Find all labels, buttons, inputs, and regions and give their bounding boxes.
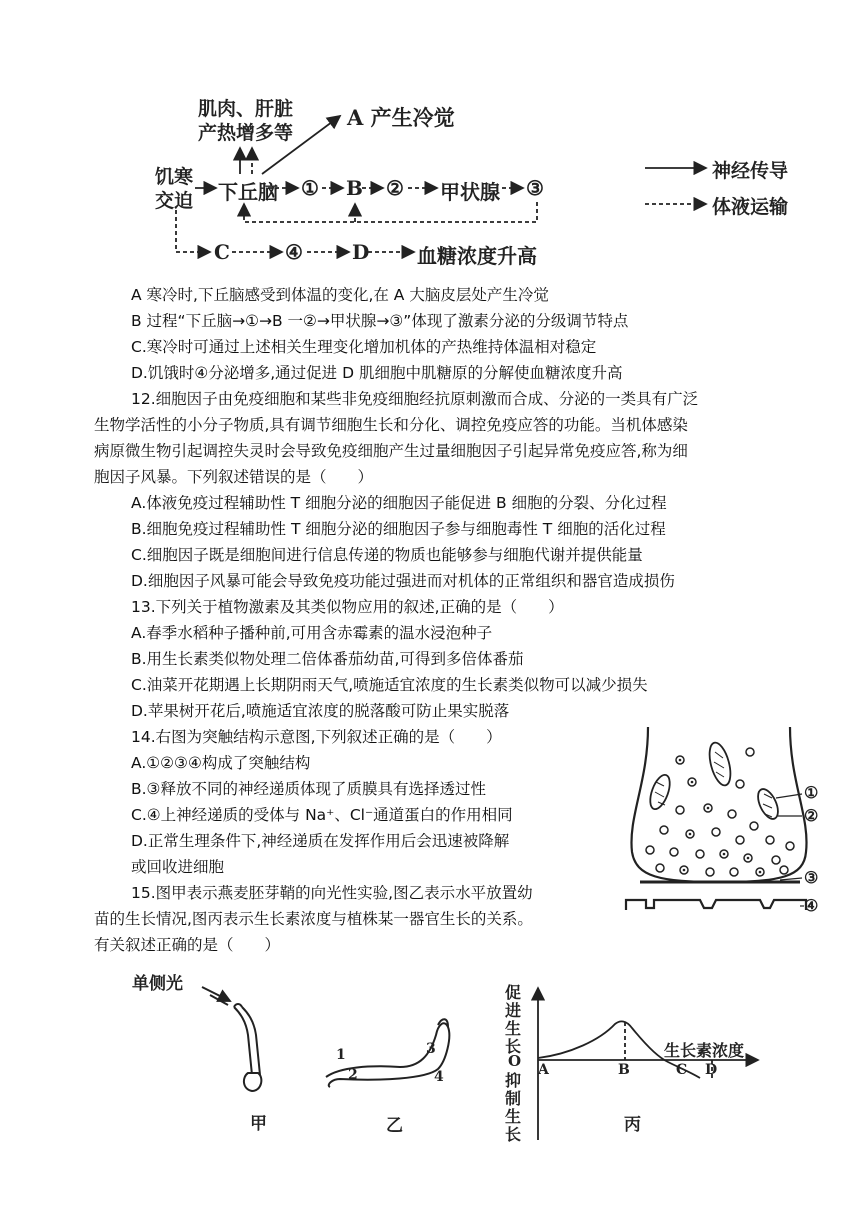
synapse-label-1: ①: [804, 783, 819, 802]
q12-option-c: C.细胞因子既是细胞间进行信息传递的物质也能够参与细胞代谢并提供能量: [131, 546, 643, 564]
yi-label-3: 3: [426, 1041, 436, 1057]
q12-option-d: D.细胞因子风暴可能会导致免疫功能过强进而对机体的正常组织和器官造成损伤: [131, 572, 675, 590]
node-2: ②: [386, 176, 404, 200]
node-cold-stress: 交迫: [155, 190, 194, 212]
q13-option-a: A.春季水稻种子播种前,可用含赤霉素的温水浸泡种子: [131, 624, 493, 642]
node-thyroid: 甲状腺: [440, 180, 500, 204]
yi-label-4: 4: [434, 1069, 444, 1085]
q14-option-a: A.①②③④构成了突触结构: [131, 754, 311, 772]
diagram-arrows: [0, 0, 860, 280]
node-hypothalamus: 下丘脑: [218, 180, 278, 204]
hormone-regulation-diagram: [0, 0, 860, 280]
legend-fluid-label: 体液运输: [712, 196, 789, 218]
node-d: D: [352, 240, 370, 264]
q12-stem-line-2: 生物学活性的小分子物质,具有调节细胞生长和分化、调控免疫应答的功能。当机体感染: [94, 416, 688, 434]
q14-option-d: D.正常生理条件下,神经递质在发挥作用后会迅速被降解: [131, 832, 510, 850]
q13-option-c: C.油菜开花期遇上长期阴雨天气,喷施适宜浓度的生长素类似物可以减少损失: [131, 676, 648, 694]
q12-stem-line-3: 病原微生物引起调控失灵时会导致免疫细胞产生过量细胞因子引起异常免疫应答,称为细: [94, 442, 688, 460]
q11-option-c: C.寒冷时可通过上述相关生理变化增加机体的产热维持体温相对稳定: [131, 338, 597, 356]
node-muscle-liver: 肌肉、肝脏: [198, 98, 294, 120]
q14-option-b: B.③释放不同的神经递质体现了质膜具有选择透过性: [131, 780, 486, 798]
synapse-label-4: ④: [804, 896, 819, 915]
bing-x-axis-label: 生长素浓度: [664, 1041, 745, 1060]
bing-point-a: A: [538, 1062, 549, 1078]
q14-stem: 14.右图为突触结构示意图,下列叙述正确的是（ ）: [131, 728, 502, 746]
q11-option-a: A 寒冷时,下丘脑感受到体温的变化,在 A 大脑皮层处产生冷觉: [131, 286, 549, 304]
q11-option-d: D.饥饿时④分泌增多,通过促进 D 肌细胞中肌糖原的分解使血糖浓度升高: [131, 364, 623, 382]
q14-option-d-cont: 或回收进细胞: [131, 858, 225, 876]
figure-bing: [500, 980, 800, 1150]
jia-light-label: 单侧光: [132, 974, 183, 994]
yi-label-2: 2: [348, 1067, 358, 1083]
q15-stem-line-1: 15.图甲表示燕麦胚芽鞘的向光性实验,图乙表示水平放置幼: [131, 884, 533, 902]
synapse-label-2: ②: [804, 806, 819, 825]
q13-option-b: B.用生长素类似物处理二倍体番茄幼苗,可得到多倍体番茄: [131, 650, 524, 668]
node-3: ③: [526, 176, 544, 200]
q15-stem-line-3: 有关叙述正确的是（ ）: [94, 936, 281, 954]
yi-caption: 乙: [386, 1116, 403, 1136]
node-heat-production: 产热增多等: [198, 122, 294, 144]
node-blood-sugar: 血糖浓度升高: [417, 244, 537, 268]
figure-yi: [320, 1005, 480, 1145]
jia-caption: 甲: [250, 1114, 267, 1134]
legend-nerve-label: 神经传导: [712, 160, 789, 182]
bing-origin-label: O: [508, 1052, 522, 1070]
node-a-cold-sensation: A 产生冷觉: [347, 105, 455, 130]
figure-jia: [130, 965, 290, 1140]
synapse-label-3: ③: [804, 868, 819, 887]
q12-option-b: B.细胞免疫过程辅助性 T 细胞分泌的细胞因子参与细胞毒性 T 细胞的活化过程: [131, 520, 666, 538]
q13-option-d: D.苹果树开花后,喷施适宜浓度的脱落酸可防止果实脱落: [131, 702, 510, 720]
q13-stem: 13.下列关于植物激素及其类似物应用的叙述,正确的是（ ）: [131, 598, 564, 616]
bing-point-d: D: [705, 1062, 718, 1078]
node-hunger: 饥寒: [155, 166, 194, 188]
bing-point-c: C: [676, 1062, 688, 1078]
synapse-figure: [620, 722, 840, 922]
q12-stem-line-4: 胞因子风暴。下列叙述错误的是（ ）: [94, 468, 374, 486]
q12-stem-line-1: 12.细胞因子由免疫细胞和某些非免疫细胞经抗原刺激而合成、分泌的一类具有广泛: [131, 390, 699, 408]
q12-option-a: A.体液免疫过程辅助性 T 细胞分泌的细胞因子能促进 B 细胞的分裂、分化过程: [131, 494, 667, 512]
bing-point-b: B: [618, 1062, 630, 1078]
q15-stem-line-2: 苗的生长情况,图丙表示生长素浓度与植株某一器官生长的关系。: [94, 910, 533, 928]
q14-option-c: C.④上神经递质的受体与 Na⁺、Cl⁻通道蛋白的作用相同: [131, 806, 513, 824]
node-1: ①: [301, 176, 319, 200]
yi-label-1: 1: [336, 1047, 346, 1063]
bing-y-bottom-label: 抑制生长: [505, 1071, 522, 1144]
node-c: C: [214, 240, 230, 264]
q11-option-b: B 过程“下丘脑→①→B 一②→甲状腺→③”体现了激素分泌的分级调节特点: [131, 312, 629, 330]
node-b: B: [346, 176, 363, 200]
bing-caption: 丙: [624, 1115, 641, 1135]
node-4: ④: [285, 240, 303, 264]
bing-y-top-label: 促进生长: [505, 983, 522, 1056]
